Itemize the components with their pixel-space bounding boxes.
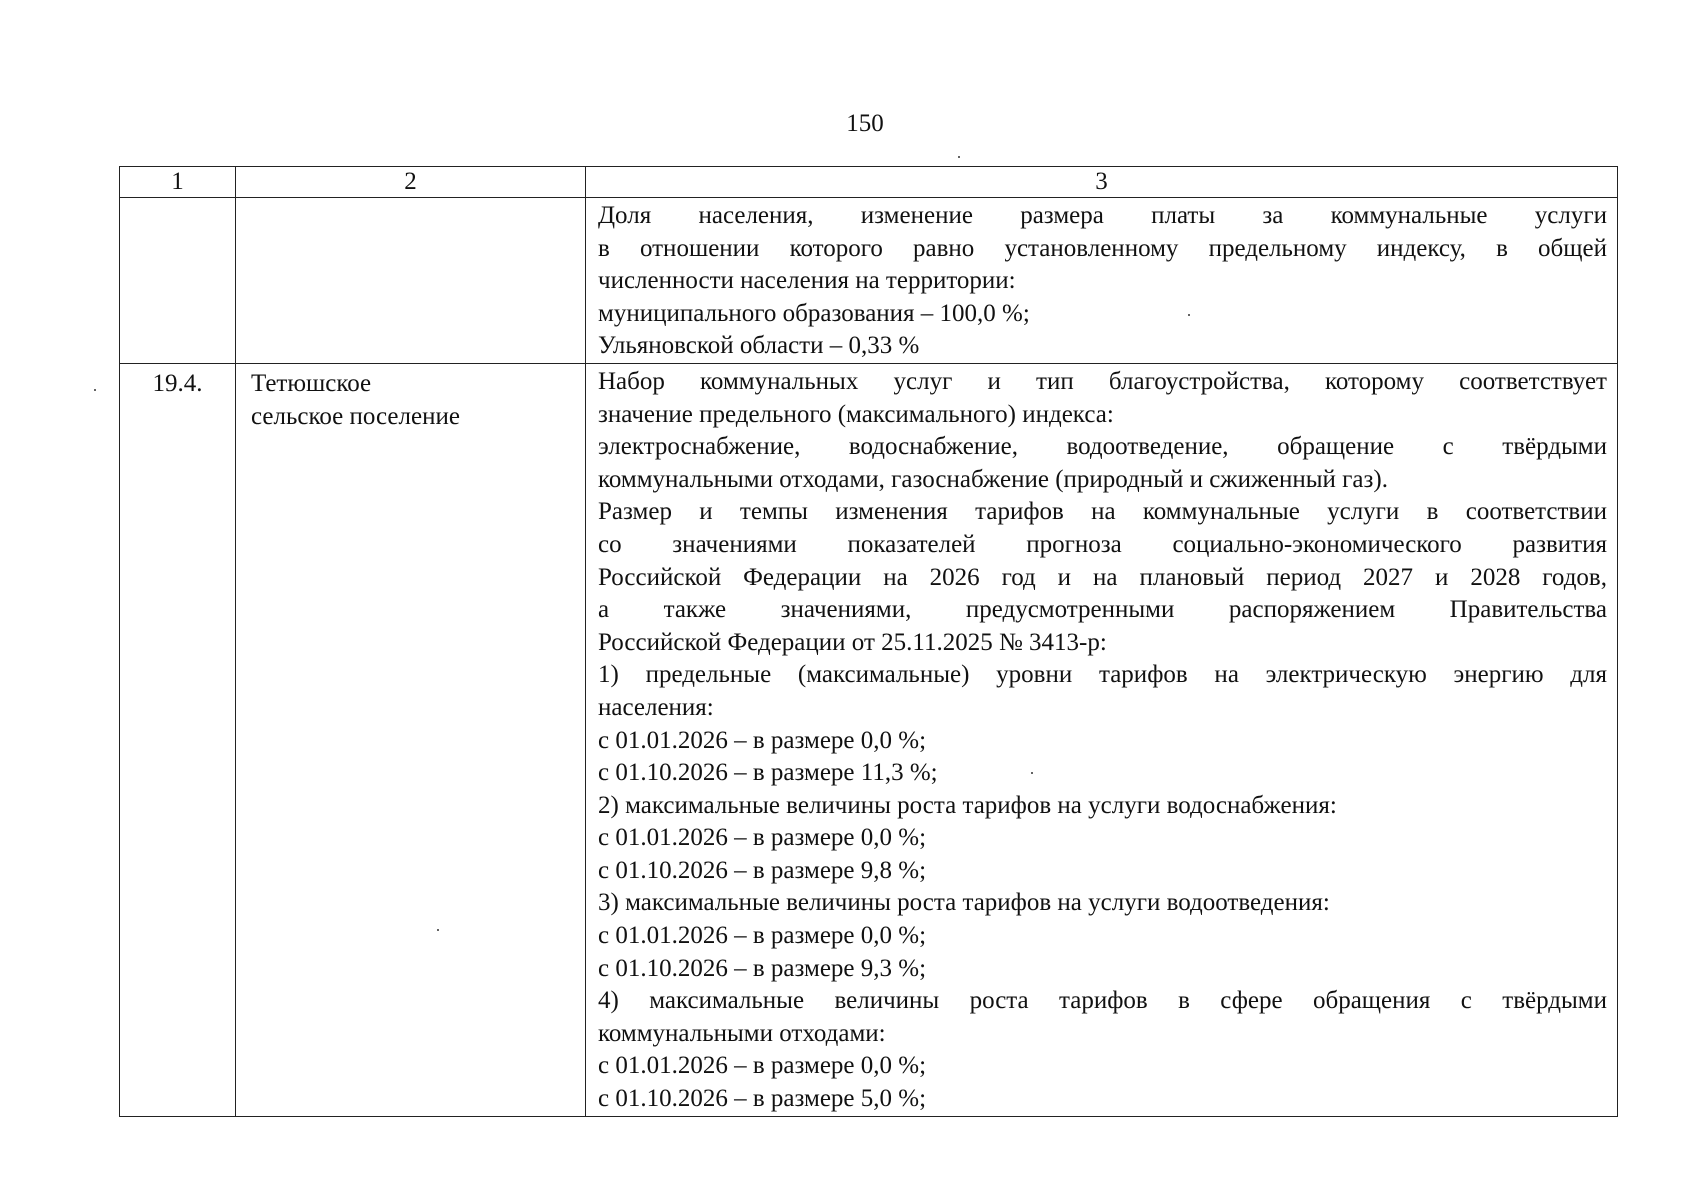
column-header-1: 1 <box>120 167 236 198</box>
text-line: с 01.01.2026 – в размере 0,0 %; <box>598 922 927 950</box>
text-line: 4) максимальные величины роста тарифов в сфере обращения с твёрдыми <box>598 987 1607 1015</box>
text-line: коммунальными отходами: <box>598 1019 886 1047</box>
table-row-19-4 <box>120 363 1618 1116</box>
text-line: электроснабжение, водоснабжение, водоотведение, обращение с твёрдыми <box>598 433 1607 461</box>
scan-speck <box>94 389 96 391</box>
page-number: 150 <box>846 110 884 137</box>
scan-speck <box>958 156 960 158</box>
tariff-description-cell <box>586 363 1618 1116</box>
text-line: Российской Федерации от 25.11.2025 № 3413-р: <box>598 628 1107 656</box>
text-line: 3) максимальные величины роста тарифов на услуги водоотведения: <box>598 889 1330 917</box>
text-line: Размер и темпы изменения тарифов на коммунальные услуги в соответствии <box>598 498 1607 526</box>
table-header-row <box>120 167 1618 198</box>
text-line: численности населения на территории: <box>598 267 1016 295</box>
continued-name-cell <box>236 198 586 364</box>
settlement-name-line: Тетюшское <box>251 369 372 397</box>
text-line: коммунальными отходами, газоснабжение (природный и сжиженный газ). <box>598 465 1388 493</box>
text-line: с 01.10.2026 – в размере 9,8 %; <box>598 856 927 884</box>
text-line: со значениями показателей прогноза социально-экономического развития <box>598 530 1607 558</box>
scan-speck <box>437 929 439 931</box>
scan-speck <box>1188 314 1190 316</box>
text-line: а также значениями, предусмотренными распоряжением Правительства <box>598 596 1607 624</box>
row-number-cell: 19.4. <box>120 363 236 1116</box>
text-line: с 01.01.2026 – в размере 0,0 %; <box>598 1052 927 1080</box>
text-line: Российской Федерации на 2026 год и на плановый период 2027 и 2028 годов, <box>598 563 1607 591</box>
table-row-continued <box>120 198 1618 364</box>
text-line: Набор коммунальных услуг и тип благоустройства, которому соответствует <box>598 367 1607 395</box>
text-line: в отношении которого равно установленному предельному индексу, в общей <box>598 234 1607 262</box>
text-line: Ульяновской области – 0,33 % <box>598 332 920 360</box>
text-line: муниципального образования – 100,0 %; <box>598 299 1030 327</box>
column-header-2: 2 <box>236 167 586 198</box>
text-line: значение предельного (максимального) индекса: <box>598 400 1114 428</box>
column-header-3: 3 <box>586 167 1618 198</box>
text-line: 1) предельные (максимальные) уровни тарифов на электрическую энергию для <box>598 661 1607 689</box>
text-line: с 01.01.2026 – в размере 0,0 %; <box>598 726 927 754</box>
scan-speck <box>1031 772 1033 774</box>
text-line: населения: <box>598 693 714 721</box>
settlement-name-line: сельское поселение <box>251 402 460 430</box>
text-line: 2) максимальные величины роста тарифов на услуги водоснабжения: <box>598 791 1337 819</box>
settlement-name-cell <box>236 363 586 1116</box>
text-line: с 01.10.2026 – в размере 11,3 %; <box>598 759 938 787</box>
text-line: с 01.01.2026 – в размере 0,0 %; <box>598 824 927 852</box>
tariff-table <box>119 166 1618 1117</box>
continued-description-cell <box>586 198 1618 364</box>
text-line: Доля населения, изменение размера платы за коммунальные услуги <box>598 202 1607 229</box>
text-line: с 01.10.2026 – в размере 5,0 %; <box>598 1085 927 1113</box>
text-line: с 01.10.2026 – в размере 9,3 %; <box>598 954 927 982</box>
continued-number-cell <box>120 198 236 364</box>
